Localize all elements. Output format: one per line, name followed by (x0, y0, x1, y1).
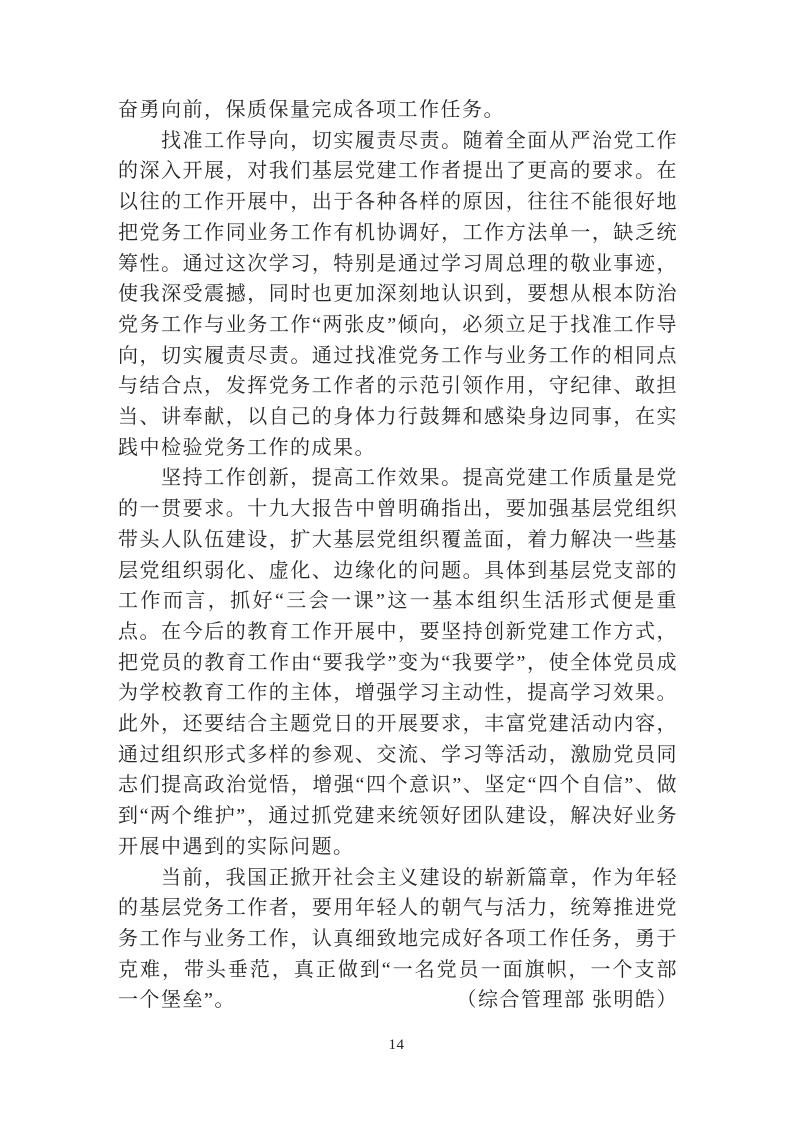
paragraph-work-direction: 找准工作导向，切实履责尽责。随着全面从严治党工作的深入开展，对我们基层党建工作者提出了更高的要求。在以往的工作开展中，出于各种各样的原因，往往不能很好地把党务工作同业务工作有机协调好，工作方法单一，缺乏统筹性。通过这次学习，特别是通过学习周总理的敬业事迹，使我深受震撼，同时也更加深刻地认识到，要想从根本防治党务工作与业务工作“两张皮”倾向，必须立足于找准工作导向，切实履责尽责。通过找准党务工作与业务工作的相同点与结合点，发挥党务工作者的示范引领作用，守纪律、敢担当、讲奉献，以自己的身体力行鼓舞和感染身边同事，在实践中检验党务工作的成果。 (118, 129, 678, 459)
paragraph-closing (118, 863, 678, 1017)
paragraph-work-innovation: 坚持工作创新，提高工作效果。提高党建工作质量是党的一贯要求。十九大报告中曾明确指出，要加强基层党组织带头人队伍建设，扩大基层党组织覆盖面，着力解决一些基层党组织弱化、虚化、边缘化的问题。具体到基层党支部的工作而言，抓好“三会一课”这一基本组织生活形式便是重点。在今后的教育工作开展中，要坚持创新党建工作方式，把党员的教育工作由“要我学”变为“我要学”，使全体党员成为学校教育工作的主体，增强学习主动性，提高学习效果。此外，还要结合主题党日的开展要求，丰富党建活动内容，通过组织形式多样的参观、交流、学习等活动，激励党员同志们提高政治觉悟，增强“四个意识”、坚定“四个自信”、做到“两个维护”，通过抓党建来统领好团队建设，解决好业务开展中遇到的实际问题。 (118, 467, 678, 858)
document-body (118, 95, 678, 1016)
author-signature: （综合管理部 张明皓） (456, 989, 678, 1012)
page-number: 14 (388, 1037, 405, 1053)
paragraph-continuation: 奋勇向前，保质保量完成各项工作任务。 (118, 99, 505, 121)
paragraph-closing-text: 当前，我国正掀开社会主义建设的崭新篇章，作为年轻的基层党务工作者，要用年轻人的朝气与活力，统筹推进党务工作与业务工作，认真细致地完成好各项工作任务，勇于克难，带头垂范，真正做到“一名党员一面旗帜，一个支部一个堡垒”。 (118, 866, 678, 1012)
